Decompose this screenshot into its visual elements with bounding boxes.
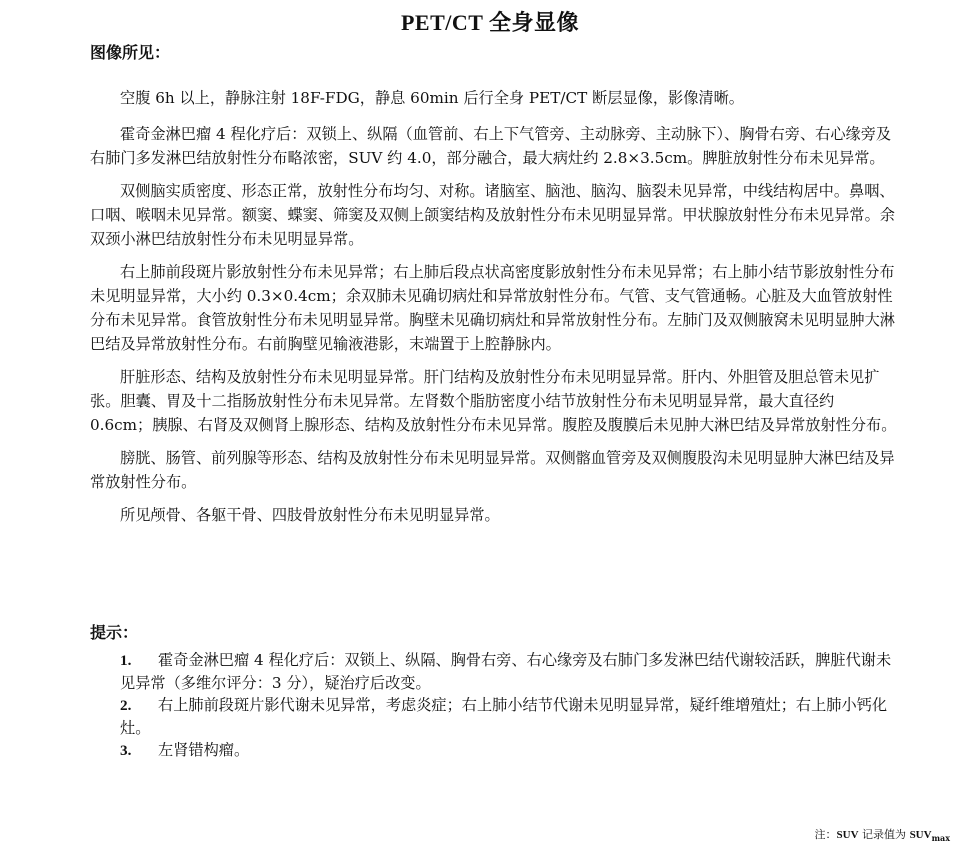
footnote bbox=[815, 826, 950, 843]
impression-item bbox=[90, 649, 900, 694]
findings-paragraph: 双侧脑实质密度、形态正常，放射性分布均匀、对称。诸脑室、脑池、脑沟、脑裂未见异常，中线结构居中。鼻咽、口咽、喉咽未见异常。额窦、蝶窦、筛窦及双侧上颌窦结构及放射性分布未见明显异常。甲状腺放射性分布未见异常。余双颈小淋巴结放射性分布未见明显异常。 bbox=[90, 182, 895, 248]
impression-text: 霍奇金淋巴瘤 4 程化疗后：双锁上、纵隔、胸骨右旁、右心缘旁及右肺门多发淋巴结代谢较活跃，脾脏代谢未见异常（多维尔评分：3 分），疑治疗后改变。 bbox=[120, 651, 892, 692]
footnote-suv-max-subscript: max bbox=[931, 833, 950, 844]
impression-section bbox=[90, 649, 900, 762]
findings-paragraph: 霍奇金淋巴瘤 4 程化疗后：双锁上、纵隔（血管前、右上下气管旁、主动脉旁、主动脉下）、胸骨右旁、右心缘旁及右肺门多发淋巴结放射性分布略浓密，SUV 约 4.0，部分融合，最大病灶约 2.8×3.5cm。脾脏放射性分布未见异常。 bbox=[90, 125, 892, 167]
findings-paragraph: 右上肺前段斑片影放射性分布未见异常；右上肺后段点状高密度影放射性分布未见异常；右上肺小结节影放射性分布未见明显异常，大小约 0.3×0.4cm；余双肺未见确切病灶和异常放射性分布。气管、支气管通畅。心脏及大血管放射性分布未见异常。食管放射性分布未见明显异常。胸壁未见确切病灶和异常放射性分布。左肺门及双侧腋窝未见明显肿大淋巴结及异常放射性分布。右前胸壁见输液港影，末端置于上腔静脉内。 bbox=[90, 263, 895, 353]
impression-number: 2. bbox=[120, 697, 132, 714]
findings-paragraph: 空腹 6h 以上，静脉注射 18F-FDG，静息 60min 后行全身 PET/CT 断层显像，影像清晰。 bbox=[120, 89, 744, 107]
impression-number: 1. bbox=[120, 652, 132, 669]
footnote-suv: SUV bbox=[836, 829, 859, 841]
findings-section bbox=[90, 86, 900, 536]
findings-paragraph: 所见颅骨、各躯干骨、四肢骨放射性分布未见明显异常。 bbox=[120, 506, 500, 524]
findings-paragraph: 膀胱、肠管、前列腺等形态、结构及放射性分布未见明显异常。双侧髂血管旁及双侧腹股沟未见明显肿大淋巴结及异常放射性分布。 bbox=[90, 449, 895, 491]
impression-text: 右上肺前段斑片影代谢未见异常，考虑炎症；右上肺小结节代谢未见明显异常，疑纤维增殖灶；右上肺小钙化灶。 bbox=[120, 696, 887, 737]
findings-paragraph: 肝脏形态、结构及放射性分布未见明显异常。肝门结构及放射性分布未见明显异常。肝内、外胆管及胆总管未见扩张。胆囊、胃及十二指肠放射性分布未见异常。左肾数个脂肪密度小结节放射性分布未见明显异常，最大直径约 0.6cm；胰腺、右肾及双侧肾上腺形态、结构及放射性分布未见异常。腹腔及腹膜后未见肿大淋巴结及异常放射性分布。 bbox=[90, 368, 897, 434]
impression-item bbox=[90, 739, 900, 762]
impression-number: 3. bbox=[120, 742, 132, 759]
footnote-prefix: 注： bbox=[814, 828, 837, 841]
findings-heading: 图像所见： bbox=[90, 43, 171, 62]
impression-heading: 提示： bbox=[90, 623, 139, 642]
report-title: PET/CT 全身显像 bbox=[400, 10, 580, 35]
impression-text: 左肾错构瘤。 bbox=[158, 741, 250, 759]
impression-item bbox=[90, 694, 900, 739]
footnote-middle: 记录值为 bbox=[858, 828, 910, 841]
footnote-suv-max: SUV bbox=[909, 829, 932, 841]
